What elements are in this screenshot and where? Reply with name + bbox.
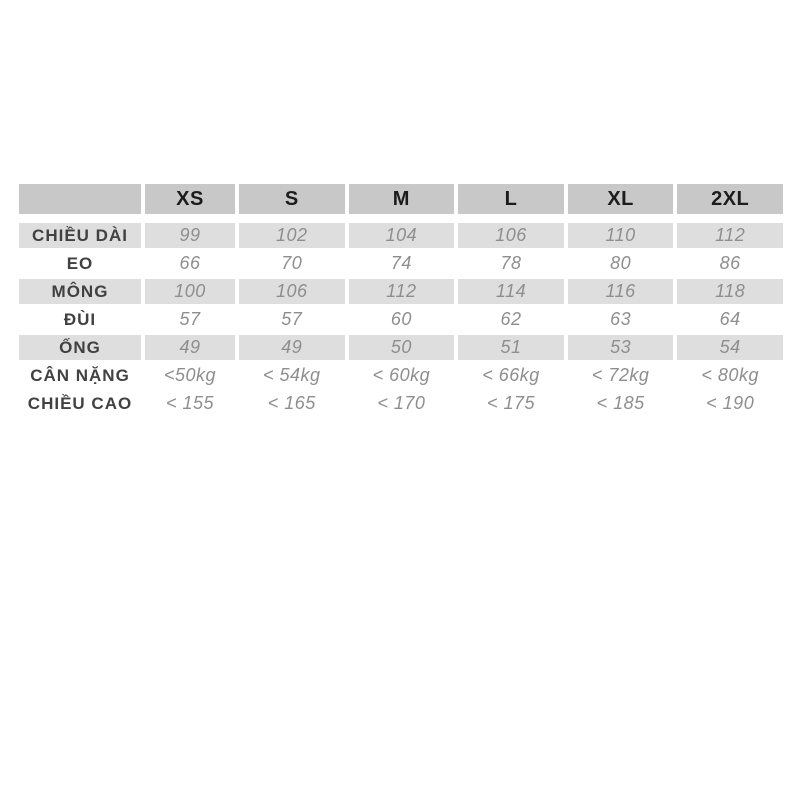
size-value: 104 [349, 223, 455, 248]
size-value: 66 [179, 253, 201, 273]
column-header-s: S [239, 184, 345, 214]
size-value: 106 [458, 223, 564, 248]
size-value: < 72kg [591, 365, 650, 385]
size-value: 74 [390, 253, 412, 273]
size-value: 57 [281, 309, 303, 329]
size-value: 80 [610, 253, 632, 273]
size-value: < 60kg [372, 365, 431, 385]
column-header-xl: XL [568, 184, 674, 214]
size-value: < 165 [267, 393, 316, 413]
size-value: < 185 [596, 393, 645, 413]
size-value: < 155 [165, 393, 215, 413]
size-value: < 170 [377, 393, 426, 413]
size-value: 118 [677, 279, 783, 304]
size-value: 63 [610, 309, 632, 329]
size-chart-table [19, 184, 783, 416]
size-value: 62 [500, 309, 522, 329]
column-header-2xl: 2XL [677, 184, 783, 214]
row-label-can-nang: CÂN NẶNG [30, 365, 130, 385]
column-header-m: M [349, 184, 455, 214]
size-value: 57 [179, 309, 201, 329]
size-value: 116 [568, 279, 674, 304]
size-value: 64 [719, 309, 741, 329]
size-value: 112 [349, 279, 455, 304]
size-value: < 190 [706, 393, 755, 413]
row-label-ong: ỐNG [19, 335, 141, 360]
size-value: 102 [239, 223, 345, 248]
size-value: 106 [239, 279, 345, 304]
size-value: 86 [719, 253, 741, 273]
size-value: 70 [281, 253, 303, 273]
size-value: 60 [390, 309, 412, 329]
size-value: 78 [500, 253, 522, 273]
size-value: 49 [145, 335, 235, 360]
size-value: 110 [568, 223, 674, 248]
size-value: < 66kg [482, 365, 540, 385]
size-value: 53 [568, 335, 674, 360]
size-value: < 80kg [701, 365, 759, 385]
column-header-xs: XS [145, 184, 235, 214]
size-value: 114 [458, 279, 564, 304]
row-label-eo: EO [66, 253, 94, 273]
size-value: 51 [458, 335, 564, 360]
size-value: 54 [677, 335, 783, 360]
row-label-dui: ĐÙI [63, 309, 97, 329]
size-value: 99 [145, 223, 235, 248]
size-value: 100 [145, 279, 235, 304]
size-value: < 54kg [263, 365, 321, 385]
row-label-mong: MÔNG [19, 279, 141, 304]
size-value: 49 [239, 335, 345, 360]
size-value: < 175 [486, 393, 536, 413]
row-label-chieu-dai: CHIỀU DÀI [19, 223, 141, 248]
size-value: 50 [349, 335, 455, 360]
column-header-l: L [458, 184, 564, 214]
size-value: 112 [677, 223, 783, 248]
size-value: <50kg [163, 365, 217, 385]
row-label-chieu-cao: CHIỀU CAO [27, 393, 133, 413]
table-corner-cell [19, 184, 141, 214]
